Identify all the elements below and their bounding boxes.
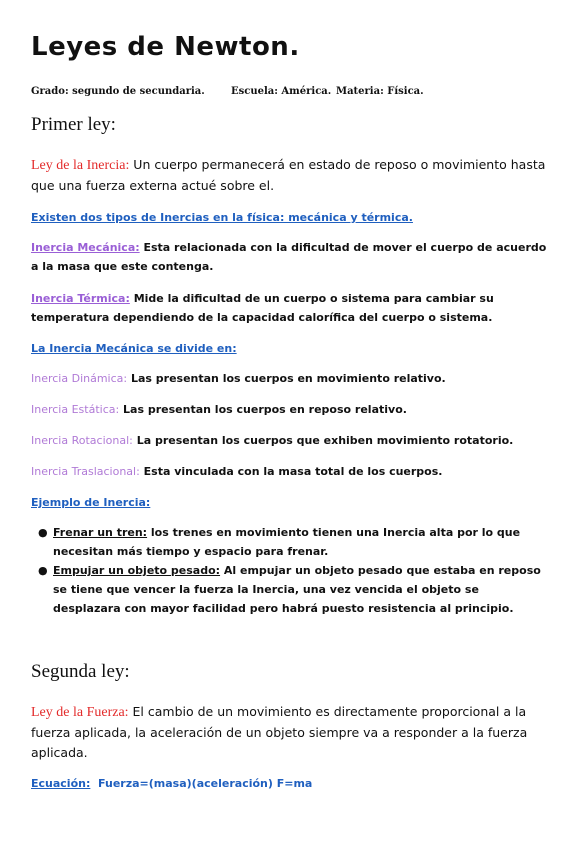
term-text: Las presentan los cuerpos en reposo relativo.	[119, 403, 407, 416]
term-label: Inercia Rotacional:	[31, 434, 133, 447]
term-label: Inercia Mecánica:	[31, 241, 140, 254]
meta-materia: Materia: Física.	[336, 86, 424, 97]
document-meta	[31, 86, 424, 97]
inercia-traslacional-paragraph	[31, 462, 548, 481]
section-heading-primera: Primer ley:	[31, 114, 116, 135]
section-heading-segunda: Segunda ley:	[31, 661, 130, 682]
bullet-icon: ●	[38, 526, 48, 539]
meta-grado: Grado: segundo de secundaria.	[31, 86, 205, 97]
bullet-icon: ●	[38, 564, 48, 577]
term-text: Mide la dificultad de un cuerpo o sistema para cambiar su temperatura dependiendo de la capacidad calorífica del cuerpo o sistema.	[31, 292, 494, 324]
inercia-estatica-paragraph	[31, 400, 548, 419]
inercia-mecanica-paragraph	[31, 238, 548, 276]
ejemplo-heading	[31, 493, 548, 512]
term-label: Inercia Térmica:	[31, 292, 130, 305]
tipos-link: Existen dos tipos de Inercias en la física: mecánica y térmica.	[31, 211, 413, 224]
inercia-termica-paragraph	[31, 289, 548, 327]
divide-link: La Inercia Mecánica se divide en:	[31, 342, 237, 355]
term-text: La presentan los cuerpos que exhiben movimiento rotatorio.	[132, 434, 514, 447]
ejemplo-link: Ejemplo de Inercia:	[31, 496, 151, 509]
list-item	[38, 523, 548, 561]
list-item	[38, 561, 548, 618]
term-text: Las presentan los cuerpos en movimiento relativo.	[127, 372, 446, 385]
equation-text: Fuerza=(masa)(aceleración) F=ma	[98, 777, 313, 790]
document-title: Leyes de Newton.	[31, 32, 300, 62]
law-text: El cambio de un movimiento es directamente proporcional a la fuerza aplicada, la aceleración de un objeto siempre va a responder a la fuerza aplicada.	[31, 704, 528, 760]
term-text: Esta vinculada con la masa total de los cuerpos.	[139, 465, 443, 478]
law-label: Ley de la Inercia:	[31, 158, 130, 173]
example-text: Al empujar un objeto pesado que estaba en reposo se tiene que vencer la fuerza la Inercia, una vez vencida el objeto se desplazara con mayor facilidad pero habrá puesto resistencia al principio.	[53, 564, 541, 615]
example-label: Frenar un tren:	[53, 526, 148, 539]
law-paragraph-inercia	[31, 155, 548, 196]
tipos-inercia-heading	[31, 208, 548, 227]
law-text: Un cuerpo permanecerá en estado de reposo o movimiento hasta que una fuerza externa actué sobre el.	[31, 157, 546, 193]
example-list	[31, 523, 548, 618]
example-label: Empujar un objeto pesado:	[53, 564, 221, 577]
meta-escuela: Escuela: América.	[231, 86, 332, 97]
example-text: los trenes en movimiento tienen una Inercia alta por lo que necesitan más tiempo y espacio para frenar.	[53, 526, 521, 558]
term-text: Esta relacionada con la dificultad de mover el cuerpo de acuerdo a la masa que este contenga.	[31, 241, 547, 273]
inercia-rotacional-paragraph	[31, 431, 548, 450]
term-label: Inercia Dinámica:	[31, 372, 128, 385]
divide-heading	[31, 339, 548, 358]
equation-paragraph	[31, 774, 548, 793]
inercia-dinamica-paragraph	[31, 369, 548, 388]
term-label: Inercia Traslacional:	[31, 465, 140, 478]
law-label: Ley de la Fuerza:	[31, 705, 129, 720]
term-label: Inercia Estática:	[31, 403, 120, 416]
law-paragraph-fuerza	[31, 702, 548, 763]
equation-label: Ecuación:	[31, 777, 91, 790]
